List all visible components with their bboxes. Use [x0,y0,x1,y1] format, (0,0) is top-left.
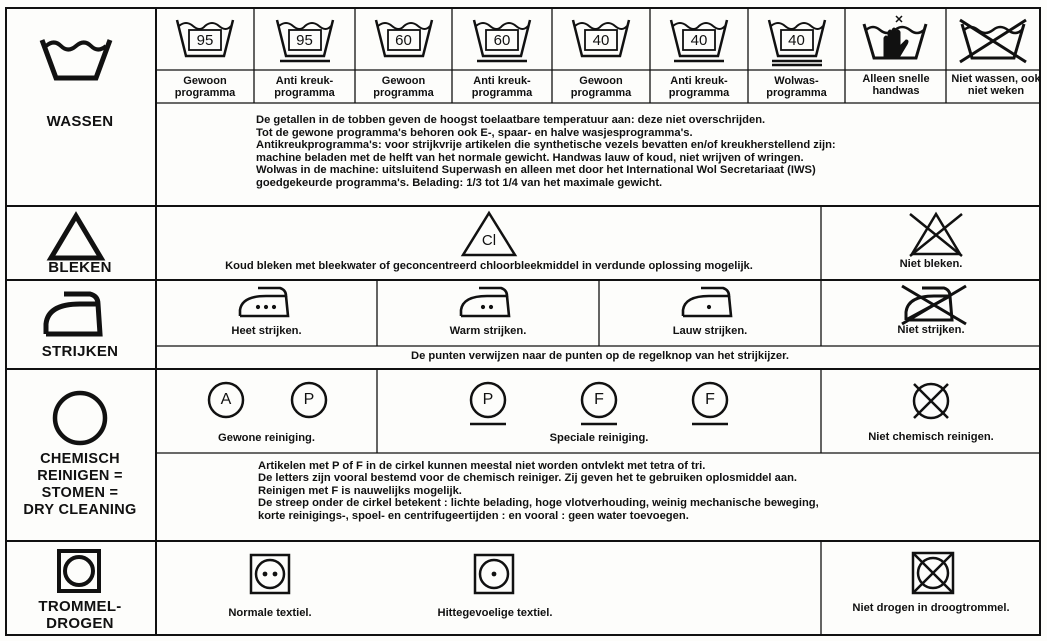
wash-temp-value: 60 [395,32,412,49]
no-dry-clean-icon [906,376,956,426]
wash-tub-icon [36,34,116,84]
category-trommel [10,598,150,632]
bleach-label: Koud bleken met bleekwater of geconcentreerd chloorbleekmiddel in verdunde oplossing mogelijk. [225,260,753,272]
no-wash-label: Niet wassen, ook niet weken [951,73,1041,97]
wash-note-line: goedgekeurde programma's. Belading: 1/3 tot 1/4 van het maximale gewicht. [256,177,663,189]
no-tumble-dry-icon [908,548,958,598]
wash-temp-value: 95 [296,32,313,49]
dry-clean-note-line: De streep onder de cirkel betekent : lichte belading, hoge vlotverhouding, weinig mechanische beweging, [258,497,819,510]
no-tumble-label: Niet drogen in droogtrommel. [852,602,1010,614]
tumble-dry-low-icon [472,552,516,596]
dry-clean-note-line: Reinigen met F is nauwelijks mogelijk. [258,484,462,497]
dry-clean-note-line: korte reinigings-, spoel- en centrifugeertijden : en vooral : geen water toevoegen. [258,509,689,522]
category-bleken: BLEKEN [48,259,112,276]
wash-note-line: Antikreukprogramma's: voor strijkvrije artikelen die synthetische vezels bevatten en/of kreukherstellend zijn: [256,139,836,152]
dry-clean-note-line: De letters zijn vooral bestemd voor de chemisch reiniger. Zij geven het te gebruiken oplosmiddel aan. [258,472,798,485]
category-trommel-line: TROMMEL- [38,598,122,615]
wash-program-label: Gewoon programma [373,75,434,99]
wash-note-line: De getallen in de tobben geven de hoogst toelaatbare temperatuur aan: deze niet overschrijden. [256,114,766,126]
handwash-icon [860,14,930,64]
handwash-label: Alleen snelle handwas [862,73,930,97]
wash-temp-value: 40 [592,32,610,49]
iron-label: Warm strijken. [449,325,527,337]
iron-temp-icon [679,286,741,320]
iron-temp-icon [236,286,298,320]
dry-clean-letter: A [220,391,232,408]
tumble-dry-icon [55,547,105,597]
wash-temp-value: 40 [788,32,805,49]
category-chemisch-line: STOMEN = [41,485,119,501]
no-iron-icon [900,284,970,324]
dry-clean-letter: F [594,391,604,408]
no-bleach-icon [906,210,966,258]
iron-icon [40,290,120,340]
iron-note: De punten verwijzen naar de punten op de regelknop van het strijkijzer. [411,350,789,362]
dry-clean-letter: P [303,391,315,408]
wash-note-line: machine beladen met de helft van het normale gewicht. Handwas lauw of koud, niet wrijven of wringen. [256,151,804,164]
wash-program-label: Anti kreuk-programma [668,75,730,99]
dry-clean-circle-icon [50,388,110,448]
no-iron-label: Niet strijken. [897,324,965,336]
wash-program-label: Wolwas-programma [766,75,827,99]
tumble-dry-normal-icon [248,552,292,596]
iron-label: Heet strijken. [231,325,302,337]
wash-temp-value: 40 [690,32,708,49]
category-chemisch-line: DRY CLEANING [23,502,137,518]
dry-clean-letter: P [482,391,494,408]
wash-program-label: Gewoon programma [570,75,632,99]
wash-temp-value: 95 [196,32,214,49]
tumble-sensitive-label: Hittegevoelige textiel. [437,607,553,619]
dry-clean-special-label: Speciale reiniging. [549,432,649,444]
category-wassen: WASSEN [46,113,114,130]
wash-note-line: Wolwas in de machine: uitsluitend Superwash en alleen met door het International Wol Secretariaat (IWS) [256,164,816,177]
wash-note-line: Tot de gewone programma's behoren ook E-, spaar- en halve wasjesprogramma's. [256,126,693,139]
category-chemisch [8,451,152,519]
tumble-normal-label: Normale textiel. [228,607,312,619]
wash-program-label: Gewoon programma [174,75,236,99]
dry-clean-normal-label: Gewone reiniging. [218,432,315,444]
no-wash-icon [958,14,1028,64]
category-trommel-line: DROGEN [46,615,114,632]
iron-label: Lauw strijken. [672,325,748,337]
no-bleach-label: Niet bleken. [899,258,963,270]
wash-temp-value: 60 [493,32,511,49]
no-dry-clean-label: Niet chemisch reinigen. [868,431,994,443]
dry-clean-letter: F [705,391,715,408]
wash-program-label: Anti kreuk-programma [274,75,335,99]
wash-program-label: Anti kreuk-programma [471,75,533,99]
category-chemisch-line: REINIGEN = [37,468,123,484]
dry-clean-note-line: Artikelen met P of F in de cirkel kunnen meestal niet worden ontvlekt met tetra of tri. [258,460,706,472]
bleach-triangle-icon [45,212,115,262]
chlorine-symbol-text: Cl [481,232,497,249]
category-strijken: STRIJKEN [41,343,119,360]
iron-temp-icon [457,286,519,320]
category-chemisch-line: CHEMISCH [40,451,120,467]
